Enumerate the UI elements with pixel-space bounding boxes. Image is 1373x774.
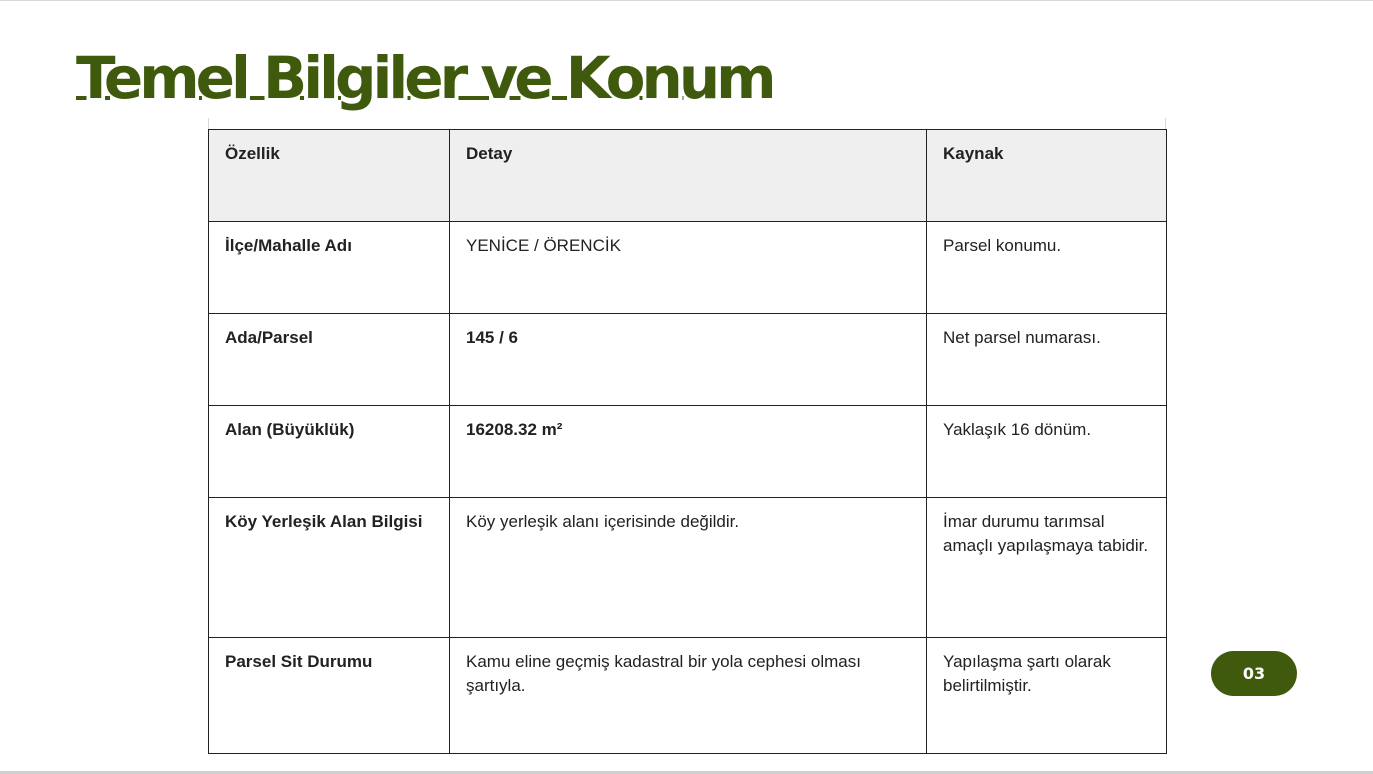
row-detail: 145 / 6 [450,314,927,406]
top-divider [0,0,1373,1]
row-feature: Alan (Büyüklük) [209,406,450,498]
row-source: Net parsel numarası. [927,314,1167,406]
row-detail: Kamu eline geçmiş kadastral bir yola cephesi olması şartıyla. [450,638,927,754]
page-title: Temel Bilgiler ve Konum [76,44,773,112]
table-top-edge [208,118,1166,129]
table-row [209,406,1167,498]
row-source: Yaklaşık 16 dönüm. [927,406,1167,498]
row-detail: YENİCE / ÖRENCİK [450,222,927,314]
row-feature: İlçe/Mahalle Adı [209,222,450,314]
info-table-container [208,118,1166,754]
row-detail: Köy yerleşik alanı içerisinde değildir. [450,498,927,638]
info-table [208,129,1167,754]
row-source: Parsel konumu. [927,222,1167,314]
row-source: İmar durumu tarımsal amaçlı yapılaşmaya tabidir. [927,498,1167,638]
table-row [209,498,1167,638]
header-feature: Özellik [209,130,450,222]
row-feature: Köy Yerleşik Alan Bilgisi [209,498,450,638]
row-feature: Parsel Sit Durumu [209,638,450,754]
table-row [209,222,1167,314]
header-detail: Detay [450,130,927,222]
table-row [209,314,1167,406]
table-row [209,638,1167,754]
table-header-row [209,130,1167,222]
row-source: Yapılaşma şartı olarak belirtilmiştir. [927,638,1167,754]
header-source: Kaynak [927,130,1167,222]
row-detail: 16208.32 m² [450,406,927,498]
page-number-badge: 03 [1211,651,1297,696]
row-feature: Ada/Parsel [209,314,450,406]
